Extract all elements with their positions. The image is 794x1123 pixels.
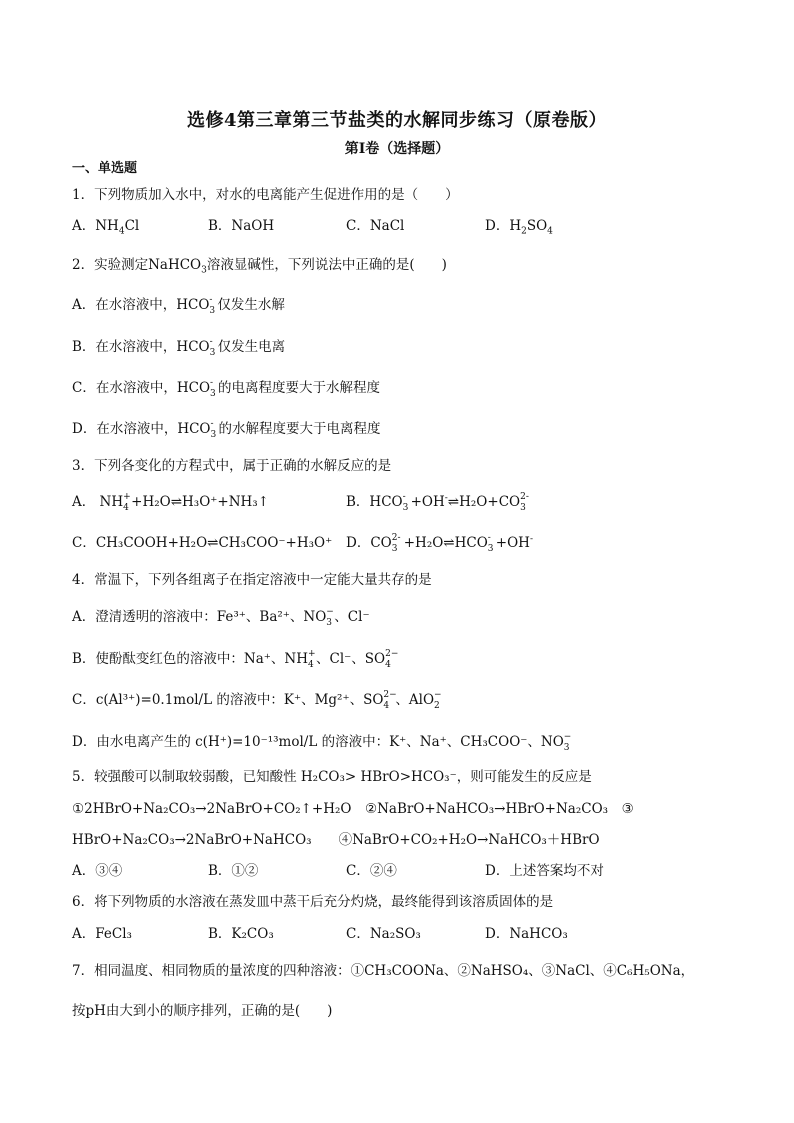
question-1-option-c: C．NaCl [346, 218, 405, 234]
question-3-option-b: B．HCO - 3 +OH-⇌H₂O+CO 2- 3 [346, 491, 529, 513]
question-2-stem: 2．实验测定NaHCO$_3$溶液显碱性，下列说法中正确的是( ) [72, 257, 447, 276]
question-6-stem: 6．将下列物质的水溶液在蒸发皿中蒸干后充分灼烧，最终能得到该溶质固体的是 [72, 894, 554, 910]
question-6-option-d: D．NaHCO₃ [485, 926, 568, 942]
question-3-option-a: A． NH + 4 +H₂O⇌H₃O⁺+NH₃↑ [72, 491, 270, 513]
question-4-option-c: C．c(Al³⁺)=0.1mol/L 的溶液中：K⁺、Mg²⁺、SO 2− 4 、AlO − 2 [72, 689, 442, 711]
question-5-stem: 5．较强酸可以制取较弱酸，已知酸性 H₂CO₃> HBrO>HCO₃⁻，则可能发生的反应是 [72, 769, 592, 785]
question-5-reactions-line-2: HBrO+Na₂CO₃→2NaBrO+NaHCO₃ ④NaBrO+CO₂+H₂O→NaHCO₃＋HBrO [72, 832, 600, 848]
question-5-option-c: C．②④ [346, 863, 397, 879]
question-4-option-a: A．澄清透明的溶液中：Fe³⁺、Ba²⁺、NO − 3 、Cl⁻ [72, 606, 370, 628]
question-2-option-b: B．在水溶液中，HCO - 3 仅发生电离 [72, 336, 286, 358]
question-3-option-c: C．CH₃COOH+H₂O⇌CH₃COO⁻+H₃O⁺ [72, 535, 333, 551]
question-3-option-d: D．CO 2- 3 +H₂O⇌HCO - 3 +OH- [346, 532, 533, 554]
question-6-option-a: A．FeCl₃ [72, 926, 132, 942]
question-6-option-b: B．K₂CO₃ [208, 926, 274, 942]
question-2-option-a: A．在水溶液中，HCO - 3 仅发生水解 [72, 294, 285, 316]
question-5-reactions-line-1: ①2HBrO+Na₂CO₃→2NaBrO+CO₂↑+H₂O ②NaBrO+NaHCO₃→HBrO+Na₂CO₃ ③ [72, 801, 634, 817]
question-1-option-b: B．NaOH [208, 218, 275, 234]
question-6-option-c: C．Na₂SO₃ [346, 926, 421, 942]
question-1-option-a: A．$NH_4Cl$ [72, 218, 140, 237]
question-1-stem: 1．下列物质加入水中，对水的电离能产生促进作用的是（ ） [72, 187, 459, 203]
question-4-option-d: D．由水电离产生的 c(H⁺)=10⁻¹³mol/L 的溶液中：K⁺、Na⁺、CH₃COO⁻、NO − 3 [72, 731, 572, 753]
question-7-stem-line-2: 按pH由大到小的顺序排列，正确的是( ) [72, 1003, 333, 1019]
page-title: 选修4第三章第三节盐类的水解同步练习（原卷版） [186, 110, 608, 131]
question-2-option-c: C．在水溶液中，HCO - 3 的电离程度要大于水解程度 [72, 377, 381, 399]
question-1-option-d: D．$H_2SO_4$ [485, 218, 553, 237]
question-2-option-d: D．在水溶液中，HCO - 3 的水解程度要大于电离程度 [72, 418, 381, 440]
question-4-option-b: B．使酚酞变红色的溶液中：Na⁺、NH + 4 、Cl⁻、SO 2− 4 [72, 648, 399, 670]
question-5-option-a: A．③④ [72, 863, 123, 879]
section-heading: 一、单选题 [72, 161, 138, 176]
question-5-option-b: B．①② [208, 863, 259, 879]
volume-subtitle: 第I卷（选择题） [344, 141, 450, 157]
question-4-stem: 4．常温下，下列各组离子在指定溶液中一定能大量共存的是 [72, 572, 432, 588]
question-3-stem: 3．下列各变化的方程式中，属于正确的水解反应的是 [72, 458, 392, 474]
question-7-stem: 7．相同温度、相同物质的量浓度的四种溶液：①CH₃COONa、②NaHSO₄、③NaCl、④C₆H₅ONa， [72, 963, 695, 979]
question-5-option-d: D．上述答案均不对 [485, 863, 604, 879]
